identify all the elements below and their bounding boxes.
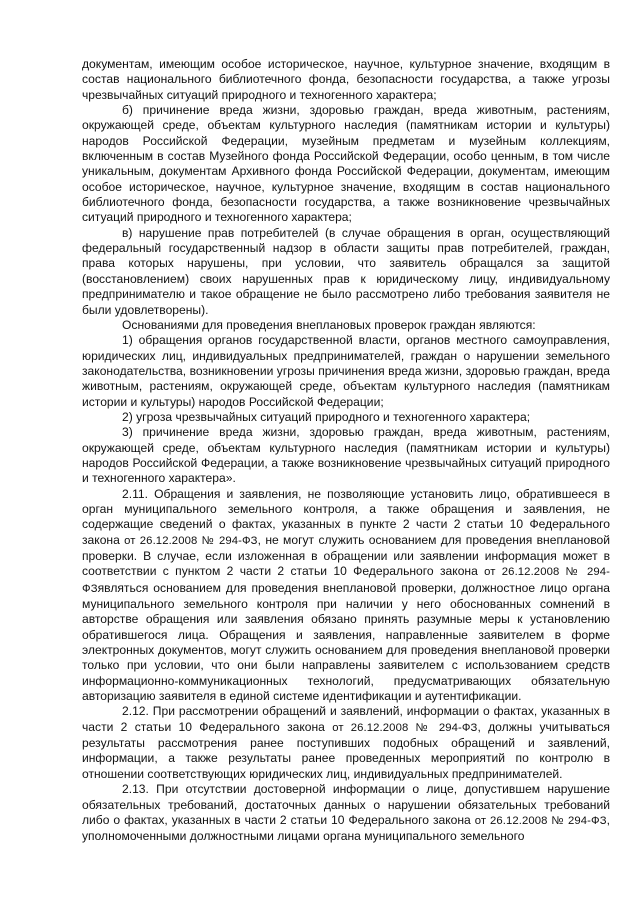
paragraph-text: документам, имеющим особое историческое, научное, культурное значение, входящим в состав национального библиотечного фонда, безопасности государства, а также угрозы чрезвычайных ситуаций природного и техногенного характера; <box>82 57 610 102</box>
paragraph <box>82 704 610 782</box>
paragraph-text: , не могут служить основанием для проведения внеплановой проверки. В случае, если изложенная в обращении или заявлении информация может в соответствии с пунктом 2 части 2 статьи 10 Федерального закона <box>82 532 610 579</box>
paragraph-text: 2) угроза чрезвычайных ситуаций природного и техногенного характера; <box>122 409 531 424</box>
paragraph <box>82 782 610 844</box>
paragraph <box>82 487 610 705</box>
paragraph <box>82 425 610 486</box>
paragraph-text: , уполномоченными должностными лицами органа муниципального земельного <box>82 812 610 844</box>
law-reference: от 26.12.2008 № 294-ФЗ <box>474 814 607 827</box>
paragraph-text: 2.13. При отсутствии достоверной информации о лице, допустившем нарушение обязательных требований, достаточных данных о нарушении обязательных требований либо о фактах, указанных в части 2 статьи 10 Федерального закона <box>82 782 610 827</box>
paragraph-text: 1) обращения органов государственной власти, органов местного самоуправления, юридических лиц, индивидуальных предпринимателей, граждан о нарушении земельного законодательства, возникновении угрозы причинения вреда жизни, здоровью граждан, вреда животным, растениям, окружающей среде, объектам культурного наследия (памятникам истории и культуры) народов Российской Федерации; <box>82 333 610 409</box>
paragraph <box>82 57 610 103</box>
paragraph-text: , должны учитываться результаты рассмотрения ранее поступивших подобных обращений и заявлений, информации, а также результаты ранее проведенных мероприятий по контролю в отношении соответствующих юридических лиц, индивидуальных предпринимателей. <box>82 719 610 781</box>
paragraph <box>82 410 610 425</box>
law-reference: от 26.12.2008 № 294-ФЗ <box>82 566 610 595</box>
law-reference: от 26.12.2008 № 294-ФЗ <box>124 534 258 547</box>
paragraph <box>82 333 610 410</box>
paragraph <box>82 226 610 318</box>
paragraph-text: в) нарушение прав потребителей (в случае обращения в орган, осуществляющий федеральный государственный надзор в области защиты прав потребителей, граждан, права которых нарушены, при условии, что заявитель обращался за защитой (восстановлением) своих нарушенных прав к юридическому лицу, индивидуальному предпринимателю и такое обращение не было рассмотрено либо требования заявителя не были удовлетворены). <box>82 225 610 317</box>
paragraph-text: 3) причинение вреда жизни, здоровью граждан, вреда животным, растениям, окружающей среде, объектам культурного наследия (памятникам истории и культуры) народов Российской Федерации, а также возникновение чрезвычайных ситуаций природного и техногенного характера». <box>82 425 610 486</box>
paragraph-text: б) причинение вреда жизни, здоровью граждан, вреда животным, растениям, окружающей среде, объектам культурного наследия (памятникам истории и культуры) народов Российской Федерации, музейным предметам и музейным коллекциям, включенным в состав Музейного фонда Российской Федерации, особо ценным, в том числе уникальным, документам Архивного фонда Российской Федерации, документам, имеющим особое историческое, научное, культурное значение, входящим в состав национального библиотечного фонда, безопасности государства, а также возникновение чрезвычайных ситуаций природного и техногенного характера; <box>82 103 610 225</box>
paragraph-text: Основаниями для проведения внеплановых проверок граждан являются: <box>122 317 536 332</box>
law-reference: от 26.12.2008 № 294-ФЗ <box>332 721 478 734</box>
paragraph-text: 2.12. При рассмотрении обращений и заявлений, информации о фактах, указанных в части 2 статьи 10 Федерального закона <box>82 704 610 734</box>
paragraph-text: являться основанием для проведения внеплановой проверки, должностное лицо органа муниципального земельного контроля при наличии у него обоснованных сомнений в авторстве обращения или заявления обязано принять разумные меры к установлению обратившегося лица. Обращения и заявления, направленные заявителем в форме электронных документов, могут служить основанием для проведения внеплановой проверки только при условии, что они были направлены заявителем с использованием средств информационно-коммуникационных технологий, предусматривающих обязательную авторизацию заявителя в единой системе идентификации и аутентификации. <box>82 580 610 704</box>
document-body <box>82 57 610 845</box>
paragraph-text: 2.11. Обращения и заявления, не позволяющие установить лицо, обратившееся в орган муниципального земельного контроля, а также обращения и заявления, не содержащие сведений о фактах, указанных в пункте 2 части 2 статьи 10 Федерального закона <box>82 486 610 547</box>
paragraph <box>82 318 610 333</box>
paragraph <box>82 103 610 226</box>
